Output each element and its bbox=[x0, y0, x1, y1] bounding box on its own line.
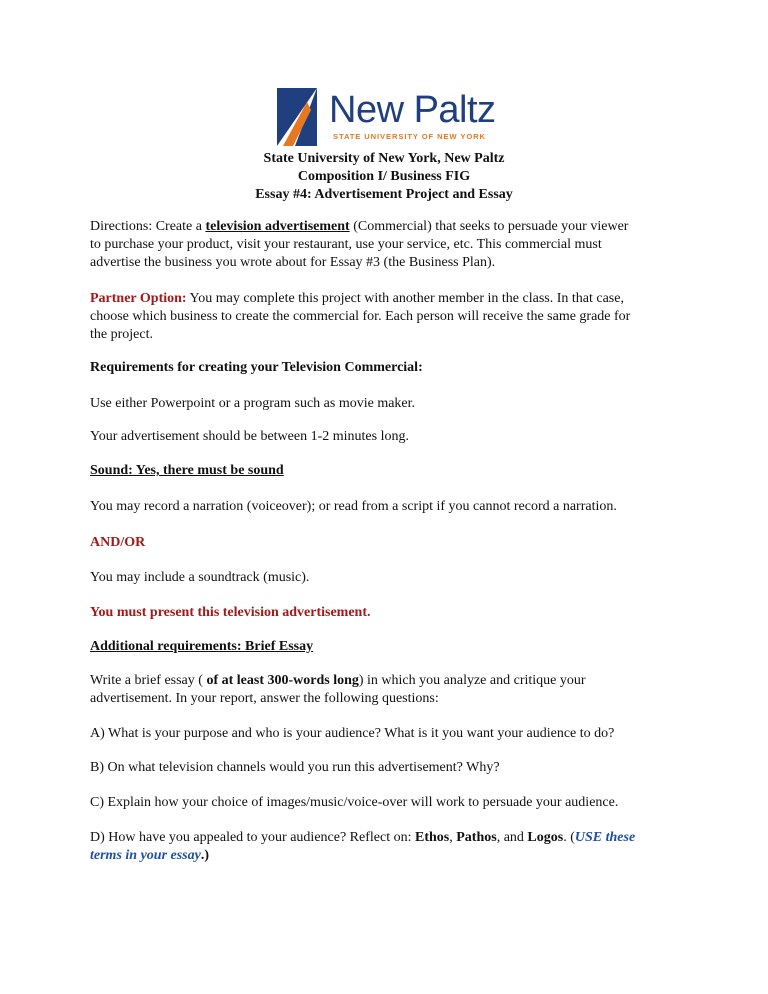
terms-note: terms in your essay bbox=[90, 848, 201, 863]
requirements-heading: Requirements for creating your Television Commercial: bbox=[90, 360, 423, 375]
sound-narration: You may record a narration (voiceover); or read from a script if you cannot record a narration. bbox=[90, 499, 617, 514]
question-d bbox=[90, 829, 690, 865]
header-line-1: State University of New York, New Paltz bbox=[263, 151, 505, 166]
question-d-sep1: , bbox=[449, 830, 457, 845]
logos-term: Logos bbox=[527, 830, 564, 845]
directions-paragraph bbox=[90, 218, 690, 272]
requirement-program: Use either Powerpoint or a program such as movie maker. bbox=[90, 396, 416, 411]
essay-paragraph bbox=[90, 672, 690, 708]
partner-line2: choose which business to create the commercial for. Each person will receive the same grade for bbox=[90, 309, 631, 324]
question-d-prefix: D) How have you appealed to your audience? Reflect on: bbox=[90, 830, 415, 845]
essay-line1-rest: ) in which you analyze and critique your bbox=[358, 673, 586, 688]
question-d-sep2: , and bbox=[496, 830, 528, 845]
directions-line2: to purchase your product, visit your restaurant, use your service, etc. This commercial must bbox=[90, 237, 602, 252]
pathos-term: Pathos bbox=[456, 830, 497, 845]
directions-highlight: television advertisement bbox=[205, 219, 350, 234]
additional-heading: Additional requirements: Brief Essay bbox=[90, 639, 314, 654]
new-paltz-emblem-icon bbox=[277, 88, 321, 146]
and-or-label: AND/OR bbox=[90, 535, 146, 550]
essay-prefix: Write a brief essay ( bbox=[90, 673, 207, 688]
partner-line3: the project. bbox=[90, 327, 153, 342]
logo-wordmark: New Paltz bbox=[329, 89, 496, 131]
ethos-term: Ethos bbox=[415, 830, 450, 845]
logo-subtitle: STATE UNIVERSITY OF NEW YORK bbox=[333, 132, 486, 141]
document-header bbox=[0, 150, 768, 204]
essay-line2: advertisement. In your report, answer the following questions: bbox=[90, 691, 439, 706]
directions-line3: advertise the business you wrote about for Essay #3 (the Business Plan). bbox=[90, 255, 496, 270]
question-d-sep3: . ( bbox=[563, 830, 575, 845]
use-these-note: USE these bbox=[574, 830, 636, 845]
sound-heading: Sound: Yes, there must be sound bbox=[90, 463, 284, 478]
essay-word-count: of at least 300-words long bbox=[206, 673, 359, 688]
question-d-close: .) bbox=[200, 848, 210, 863]
present-line: You must present this television advertisement. bbox=[90, 605, 371, 620]
directions-prefix: Directions: Create a bbox=[90, 219, 206, 234]
partner-label: Partner Option: bbox=[90, 291, 187, 306]
question-a: A) What is your purpose and who is your audience? What is it you want your audience to do? bbox=[90, 726, 615, 741]
header-line-3: Essay #4: Advertisement Project and Essay bbox=[255, 187, 513, 202]
header-line-2: Composition I/ Business FIG bbox=[297, 169, 471, 184]
soundtrack-line: You may include a soundtrack (music). bbox=[90, 570, 310, 585]
requirement-length: Your advertisement should be between 1-2 minutes long. bbox=[90, 429, 409, 444]
question-b: B) On what television channels would you run this advertisement? Why? bbox=[90, 760, 500, 775]
partner-paragraph bbox=[90, 290, 690, 344]
question-c: C) Explain how your choice of images/music/voice-over will work to persuade your audience. bbox=[90, 795, 619, 810]
directions-line1-rest: (Commercial) that seeks to persuade your viewer bbox=[349, 219, 629, 234]
new-paltz-logo bbox=[277, 88, 497, 148]
partner-line1-rest: You may complete this project with another member in the class. In that case, bbox=[186, 291, 624, 306]
